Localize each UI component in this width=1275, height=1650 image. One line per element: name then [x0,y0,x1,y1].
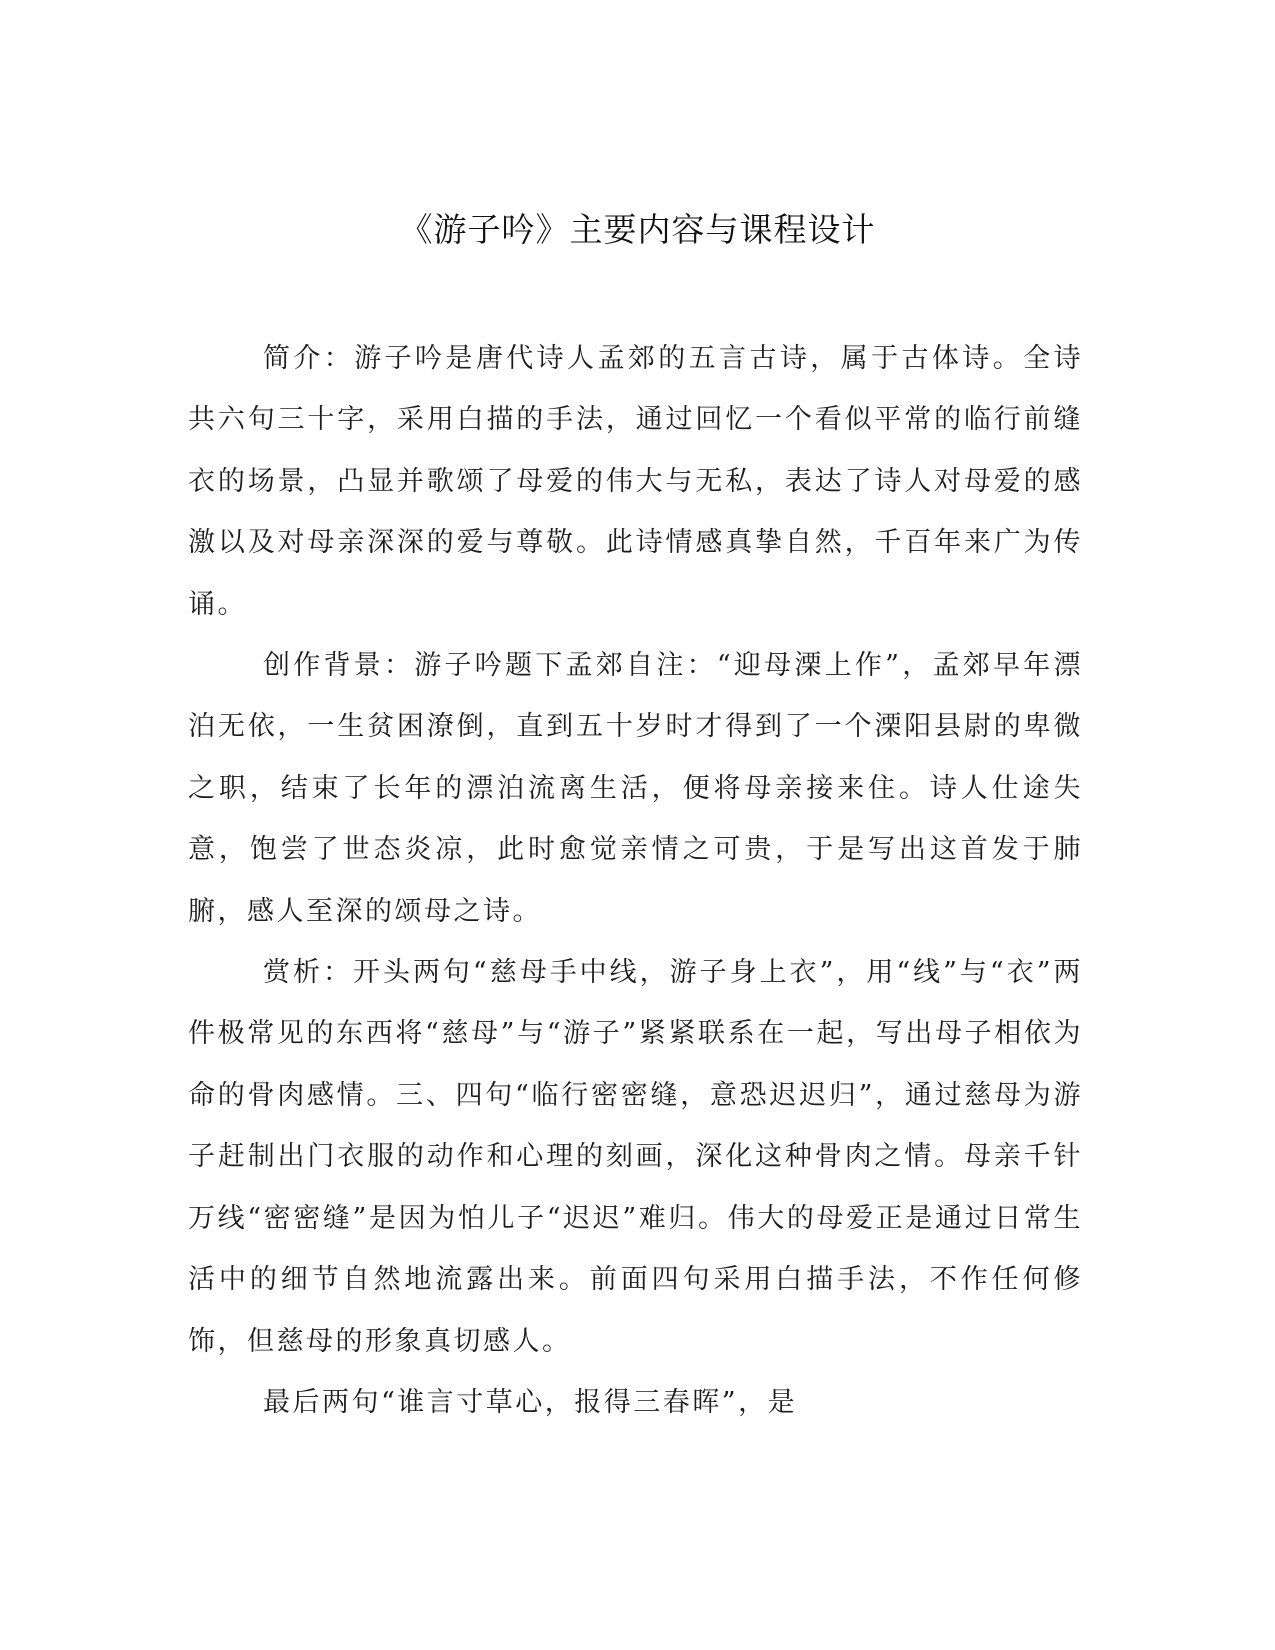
paragraph-background: 创作背景：游子吟题下孟郊自注：“迎母溧上作”，孟郊早年漂泊无依，一生贫困潦倒，直到五十岁时才得到了一个溧阳县尉的卑微之职，结束了长年的漂泊流离生活，便将母亲接来住。诗人仕途失意，饱尝了世态炎凉，此时愈觉亲情之可贵，于是写出这首发于肺腑，感人至深的颂母之诗。 [188,650,1083,927]
paragraph-introduction: 简介：游子吟是唐代诗人孟郊的五言古诗，属于古体诗。全诗共六句三十字，采用白描的手法，通过回忆一个看似平常的临行前缝衣的场景，凸显并歌颂了母爱的伟大与无私，表达了诗人对母爱的感激以及对母亲深深的爱与尊敬。此诗情感真挚自然，千百年来广为传诵。 [188,343,1083,620]
document-body [188,328,1083,1433]
document-title: 《游子吟》主要内容与课程设计 [399,210,876,249]
paragraph-final-lines: 最后两句“谁言寸草心，报得三春晖”，是 [263,1386,798,1418]
paragraph-appreciation: 赏析：开头两句“慈母手中线，游子身上衣”，用“线”与“衣”两件极常见的东西将“慈母”与“游子”紧紧联系在一起，写出母子相依为命的骨肉感情。三、四句“临行密密缝，意恐迟迟归”，通过慈母为游子赶制出门衣服的动作和心理的刻画，深化这种骨肉之情。母亲千针万线“密密缝”是因为怕儿子“迟迟”难归。伟大的母爱正是通过日常生活中的细节自然地流露出来。前面四句采用白描手法，不作任何修饰，但慈母的形象真切感人。 [188,957,1083,1357]
